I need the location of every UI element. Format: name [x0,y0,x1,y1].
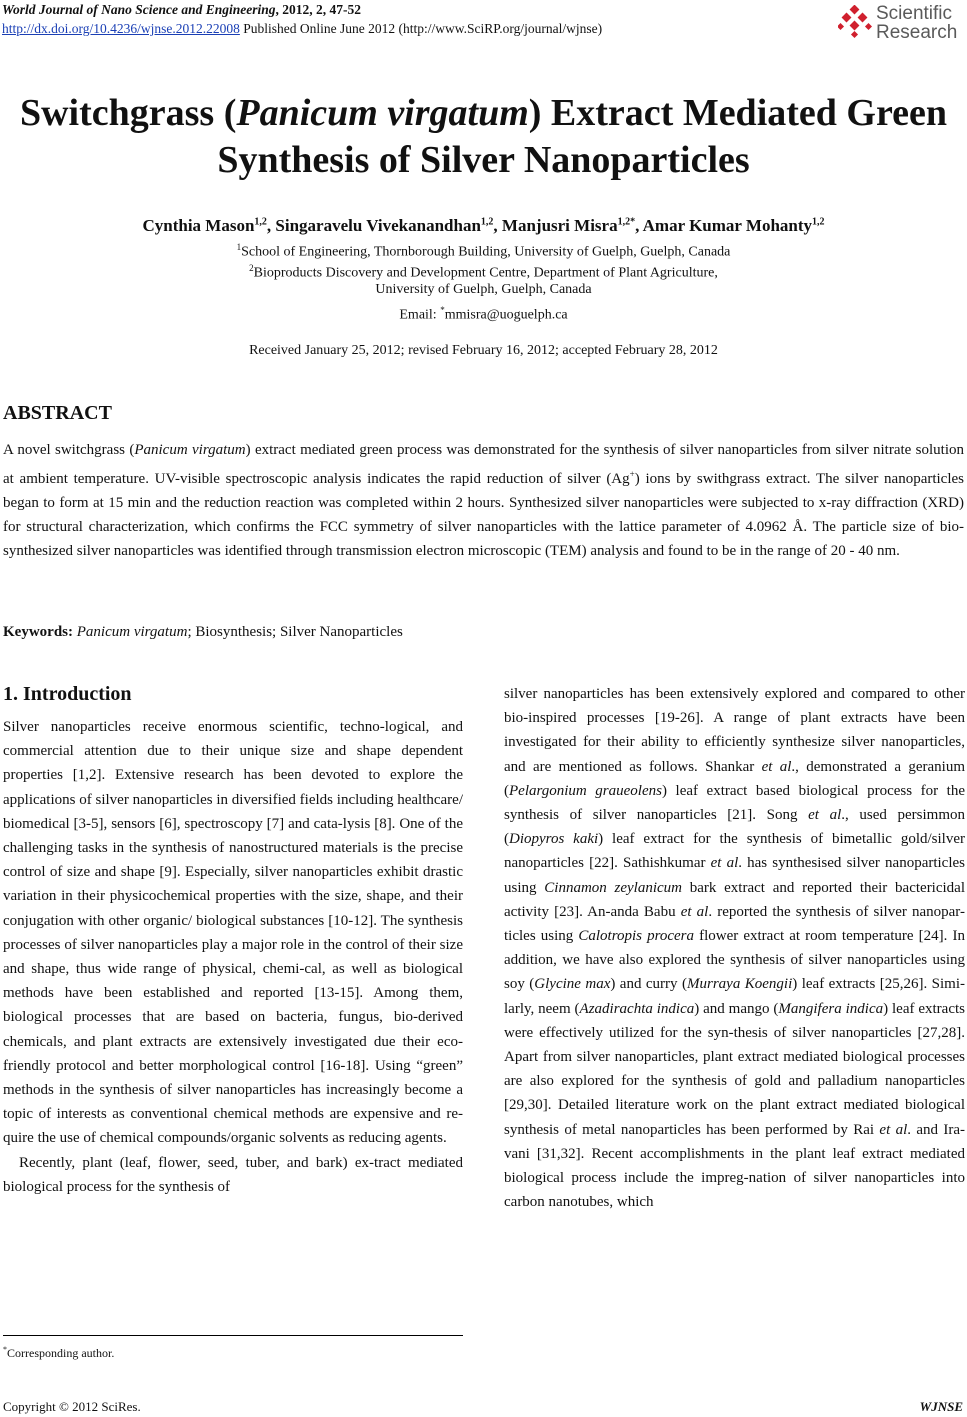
email-address[interactable]: mmisra@uoguelph.ca [444,307,568,323]
intro-paragraph-1: Silver nanoparticles receive enormous scientific, techno-logical, and commercial attention due to their unique size and shape dependent properties [1,2]. Extensive research has been devoted to explore the applications of silver nanoparticles in diversified fields including healthcare/ biomedical [3-5], sensors [6], spectroscopy [7] and cata-lysis [8]. One of the challenging tasks in the synthesis of nanostructured materials is the precise control of size and shape [9]. Especially, silver nanoparticles exhibit drastic variation in their physicochemical properties with the size, shape, and their conjugation with other organic/ biological substances [10-12]. The synthesis processes of silver nanoparticles play a major role in the control of their size and shape, thus wide range of physical, chemi-cal, as well as biological methods have been established and reported [13-15]. Among them, biological processes that are based on bacteria, fungus, bio-derived chemicals, and plant extracts are extensively investigated due their eco-friendly protocol and better morphological control [16-18]. Using “green” methods in the synthesis of silver nanoparticles has increasingly become a topic of interests as conventional chemical methods are expensive and re-quire the use of chemical compounds/organic solvents as reducing agents. [3,719,463,1147]
received-dates: Received January 25, 2012; revised February 16, 2012; accepted February 28, 2012 [249,343,718,358]
author-list [0,212,967,236]
scirp-logo-icon [838,5,872,39]
copyright: Copyright © 2012 SciRes. [3,1399,141,1414]
affiliation-2-cont: University of Guelph, Guelph, Canada [375,282,592,297]
doi-link[interactable]: http://dx.doi.org/10.4236/wjnse.2012.22008 [2,21,240,36]
paper-title: Switchgrass (Panicum virgatum) Extract Mediated Green Synthesis of Silver Nanoparticles [19,92,948,181]
journal-header [2,0,602,38]
footnote-divider [3,1335,463,1336]
keywords: Keywords: Panicum virgatum; Biosynthesis; Silver Nanoparticles [3,624,403,640]
journal-abbreviation: WJNSE [919,1399,963,1414]
left-column [3,682,463,1199]
email: Email: *mmisra@uoguelph.ca [399,305,568,323]
logo-text-line1: Scientific [876,3,953,24]
author: Singaravelu Vivekanandhan$^{1,2}$, [275,215,502,235]
journal-citation: , 2012, 2, 47-52 [275,2,362,17]
keywords-label: Keywords: [3,624,73,640]
author: Cynthia Mason$^{1,2}$, [142,215,276,235]
footnote: *Corresponding author. [3,1345,115,1360]
scientific-research-logo [838,2,963,44]
title-species: Panicum virgatum [236,92,529,134]
journal-name: World Journal of Nano Science and Engineering [2,2,276,17]
author: Manjusri Misra$^{1,2*}$, [501,215,643,235]
affiliation-2: $^2$Bioproducts Discovery and Development Centre, Department of Plant Agriculture, [249,263,718,281]
abstract-heading: ABSTRACT [3,402,112,424]
intro-paragraph-2: Recently, plant (leaf, flower, seed, tuber, and bark) ex-tract mediated biological process for the synthesis of [3,1154,463,1195]
intro-paragraph-2-cont: silver nanoparticles has been extensively explored and compared to other bio-inspired processes [19-26]. A range of plant extracts have been investigated for their ability to efficiently synthesize silver nanoparticles, and are mentioned as follows. Shankar et al., demonstrated a geranium (Pelargonium graueolens) leaf extract based biological process for the synthesis of silver nanoparticles [21]. Song et al., used persimmon (Diopyros kaki) leaf extract for the synthesis of bimetallic gold/silver nanoparticles [22]. Sathishkumar et al. has synthesised silver nanoparticles using Cinnamon zeylanicum bark extract and reported their bactericidal activity [23]. An-anda Babu et al. reported the synthesis of silver nanopar-ticles using Calotropis procera flower extract at room temperature [24]. In addition, we have also explored the synthesis of silver nanoparticles using soy (Glycine max) and curry (Murraya Koengii) leaf extracts [25,26]. Simi-larly, neem (Azadirachta indica) and mango (Mangifera indica) leaf extracts were effectively utilized for the syn-thesis of silver nanoparticles [27,28]. Apart from silver nanoparticles, plant extract mediated biological processes are also explored for the synthesis of gold and palladium nanoparticles [29,30]. Detailed literature work on the plant extract mediated biological synthesis of metal nanoparticles has been performed by Rai et al. and Ira-vani [31,32]. Recent accomplishments in the plant leaf extract mediated biological process include the impreg-nation of silver nanoparticles into carbon nanotubes, which [504,686,966,1211]
logo-text-line2: Research [876,22,958,43]
affiliation-1: $^1$School of Engineering, Thornborough Building, University of Guelph, Guelph, Canada [236,242,731,260]
published-info: Published Online June 2012 (http://www.SciRP.org/journal/wjnse) [239,21,603,36]
abstract-text: A novel switchgrass (Panicum virgatum) extract mediated green process was demonstrated for the synthesis of silver nanoparticles from silver nitrate solution at ambient temperature. UV-visible spectroscopic analysis indicates the rapid reduction of silver (Ag+) ions by swithgrass extract. The silver nanoparticles began to form at 15 min and the reduction reaction was completed within 2 hours. Synthesized silver nanoparticles were subjected to x-ray diffraction (XRD) for structural characterization, which confirms the FCC symmetry of silver nanoparticles with the lattice parameter of 4.0962 Å. The particle size of bio-synthesized silver nanoparticles was identified through transmission electron microscopic (TEM) analysis and found to be in the range of 20 - 40 nm. [3,442,964,559]
author: Amar Kumar Mohanty$^{1,2}$ [642,215,825,235]
right-column [504,682,965,1214]
section-heading-introduction: 1. Introduction [3,683,132,705]
